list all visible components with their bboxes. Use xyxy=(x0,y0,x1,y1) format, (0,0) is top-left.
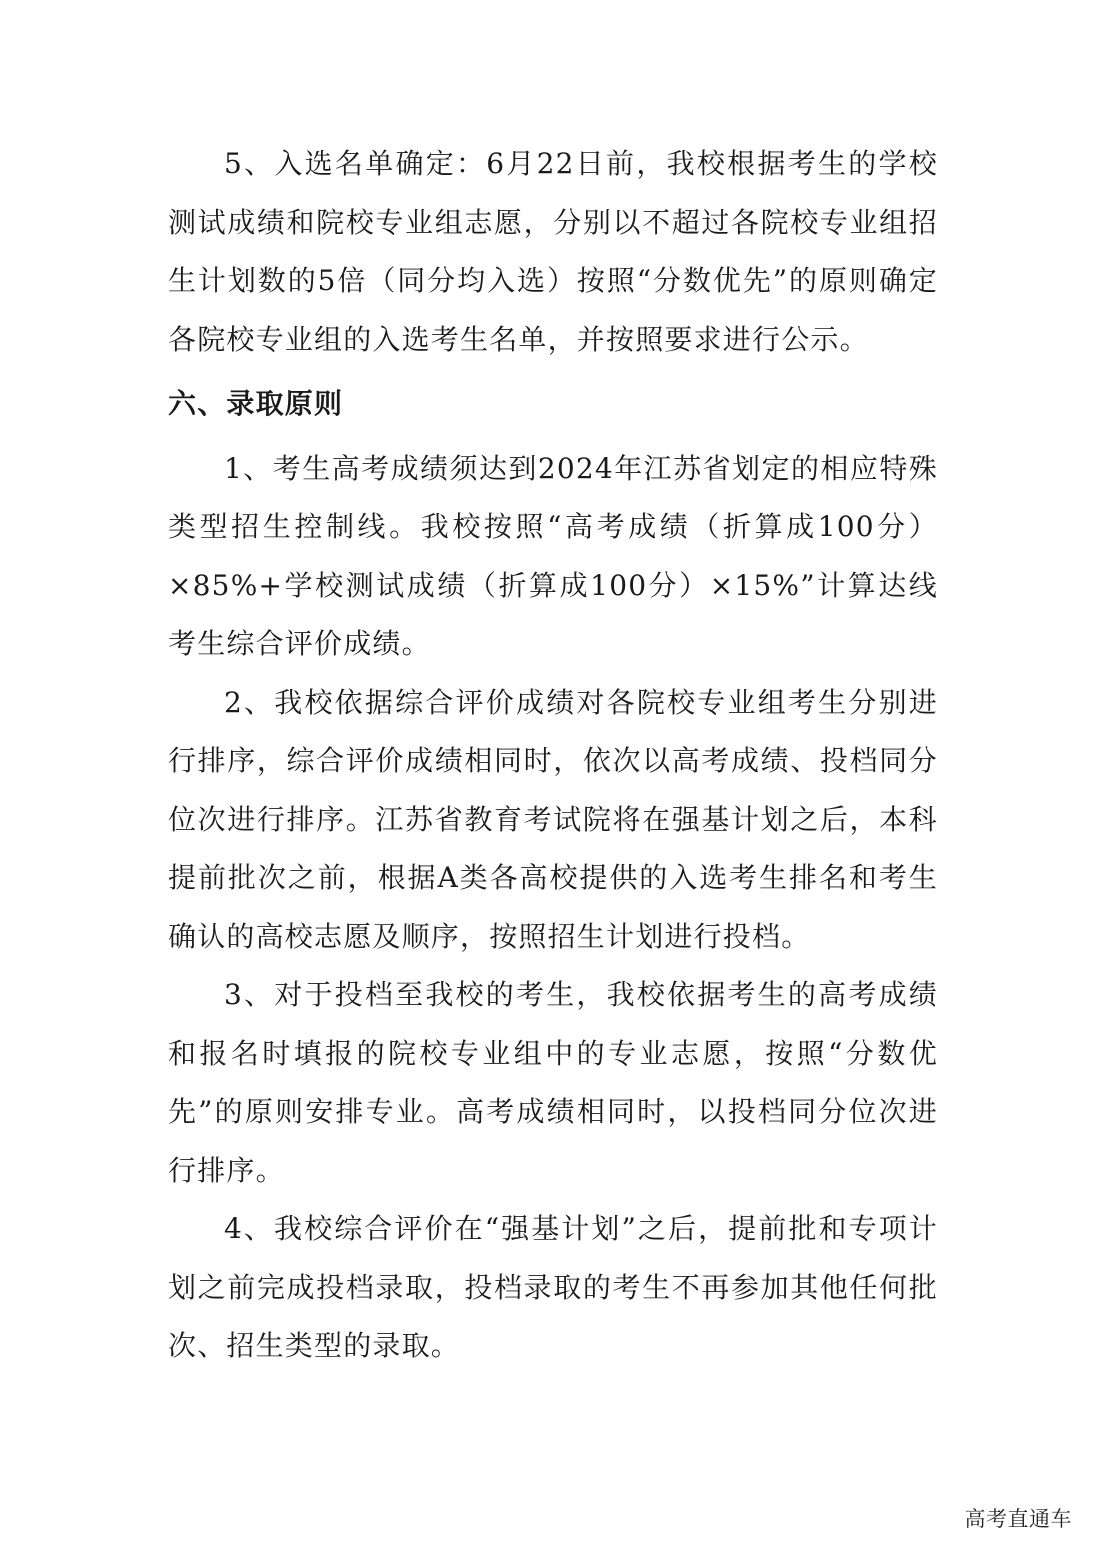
paragraph-rule-1: 1、考生高考成绩须达到2024年江苏省划定的相应特殊类型招生控制线。我校按照“高考成绩（折算成100分）×85%+学校测试成绩（折算成100分）×15%”计算达线考生综合评价成绩。 xyxy=(168,451,938,660)
paragraph-rule-2: 2、我校依据综合评价成绩对各院校专业组考生分别进行排序，综合评价成绩相同时，依次以高考成绩、投档同分位次进行排序。江苏省教育考试院将在强基计划之后，本科提前批次之前，根据A类各高校提供的入选考生排名和考生确认的高校志愿及顺序，按照招生计划进行投档。 xyxy=(168,685,938,953)
paragraph-selection-list: 5、入选名单确定：6月22日前，我校根据考生的学校测试成绩和院校专业组志愿，分别以不超过各院校专业组招生计划数的5倍（同分均入选）按照“分数优先”的原则确定各院校专业组的入选考生名单，并按照要求进行公示。 xyxy=(168,147,938,356)
watermark-label: 高考直通车 xyxy=(964,1507,1072,1531)
section-heading-admission-principles: 六、录取原则 xyxy=(168,387,344,420)
paragraph-rule-4: 4、我校综合评价在“强基计划”之后，提前批和专项计划之前完成投档录取，投档录取的考生不再参加其他任何批次、招生类型的录取。 xyxy=(168,1212,938,1362)
document-body xyxy=(168,135,938,1376)
paragraph-rule-3: 3、对于投档至我校的考生，我校依据考生的高考成绩和报名时填报的院校专业组中的专业志愿，按照“分数优先”的原则安排专业。高考成绩相同时，以投档同分位次进行排序。 xyxy=(168,978,938,1187)
